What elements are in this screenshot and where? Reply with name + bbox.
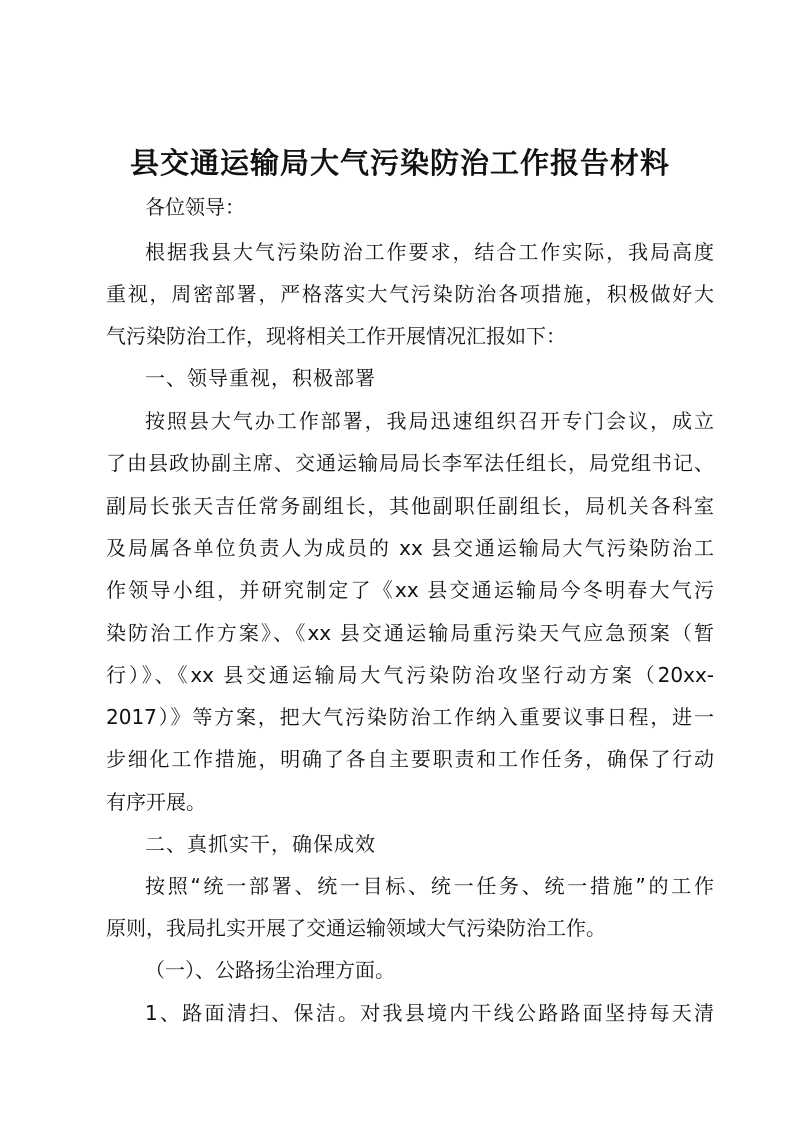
- paragraph-line: 重视，周密部署，严格落实大气污染防治各项措施，积极做好大: [106, 282, 714, 306]
- paragraph-line: 按照“统一部署、统一目标、统一任务、统一措施”的工作: [145, 874, 714, 898]
- paragraph-line: 步细化工作措施，明确了各自主要职责和工作任务，确保了行动: [106, 747, 714, 771]
- paragraph-line: 有序开展。: [106, 790, 206, 814]
- subsection-heading: （一）、公路扬尘治理方面。: [145, 958, 395, 982]
- section-heading: 二、真抓实干，确保成效: [145, 832, 376, 856]
- salutation: 各位领导：: [145, 195, 245, 219]
- paragraph-line: 1、路面清扫、保洁。对我县境内干线公路路面坚持每天清: [145, 1001, 714, 1025]
- paragraph-line: 按照县大气办工作部署，我局迅速组织召开专门会议，成立: [145, 409, 714, 433]
- paragraph-line: 2017）》等方案，把大气污染防治工作纳入重要议事日程，进一: [106, 705, 714, 729]
- paragraph-line: 及局属各单位负责人为成员的 xx 县交通运输局大气污染防治工: [106, 536, 714, 560]
- paragraph-line: 气污染防治工作，现将相关工作开展情况汇报如下：: [106, 324, 566, 348]
- paragraph-line: 副局长张天吉任常务副组长，其他副职任副组长，局机关各科室: [106, 494, 714, 518]
- paragraph-line: 根据我县大气污染防治工作要求，结合工作实际，我局高度: [145, 240, 714, 264]
- paragraph-line: 作领导小组，并研究制定了《xx 县交通运输局今冬明春大气污: [106, 578, 714, 602]
- paragraph-line: 原则，我局扎实开展了交通运输领域大气污染防治工作。: [106, 916, 606, 940]
- section-heading: 一、领导重视，积极部署: [145, 366, 376, 390]
- paragraph-line: 行）》、《xx 县交通运输局大气污染防治攻坚行动方案（20xx-: [106, 663, 714, 687]
- paragraph-line: 染防治工作方案》、《xx 县交通运输局重污染天气应急预案（暂: [106, 621, 714, 645]
- paragraph-line: 了由县政协副主席、交通运输局局长李军法任组长，局党组书记、: [106, 451, 714, 475]
- document-title: 县交通运输局大气污染防治工作报告材料: [129, 146, 670, 180]
